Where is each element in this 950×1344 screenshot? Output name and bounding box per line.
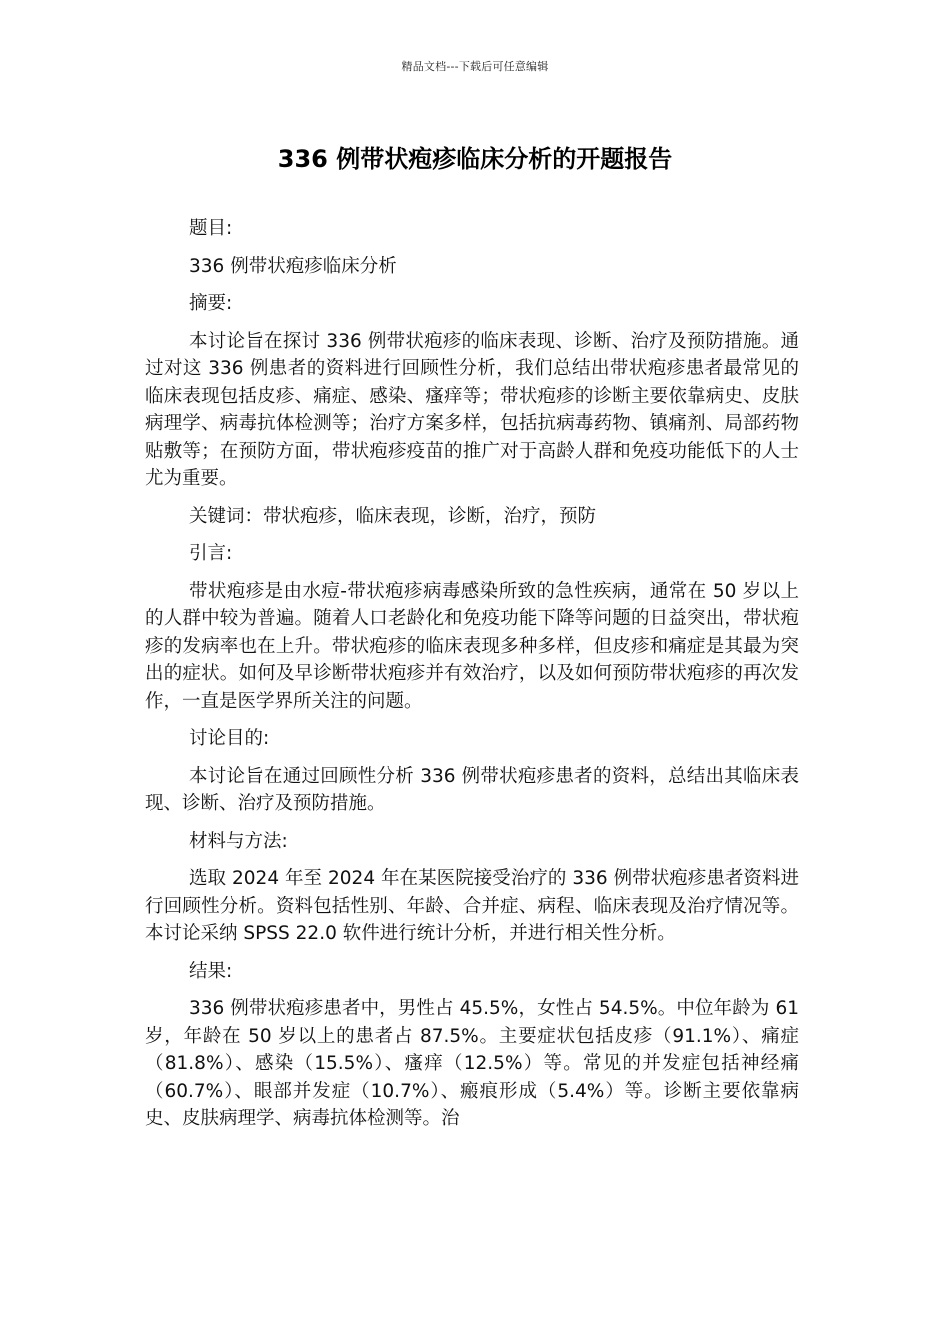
purpose-label: 讨论目的: (189, 728, 270, 749)
methods-paragraph: 选取 2024 年至 2024 年在某医院接受治疗的 336 例带状疱疹患者资料进行回顾性分析。资料包括性别、年龄、合并症、病程、临床表现及治疗情况等。本讨论采纳 SPSS 22.0 软件进行统计分析，并进行相关性分析。 (145, 868, 799, 944)
topic-text: 336 例带状疱疹临床分析 (189, 255, 397, 277)
abstract-label: 摘要: (189, 293, 233, 314)
introduction-paragraph: 带状疱疹是由水痘-带状疱疹病毒感染所致的急性疾病，通常在 50 岁以上的人群中较为普遍。随着人口老龄化和免疫功能下降等问题的日益突出，带状疱疹的发病率也在上升。带状疱疹的临床表现多种多样，但皮疹和痛症是其最为突出的症状。如何及早诊断带状疱疹并有效治疗，以及如何预防带状疱疹的再次发作，一直是医学界所关注的问题。 (145, 580, 799, 712)
abstract-paragraph: 本讨论旨在探讨 336 例带状疱疹的临床表现、诊断、治疗及预防措施。通过对这 336 例患者的资料进行回顾性分析，我们总结出带状疱疹患者最常见的临床表现包括皮疹、痛症、感染、瘙痒等；带状疱疹的诊断主要依靠病史、皮肤病理学、病毒抗体检测等；治疗方案多样，包括抗病毒药物、镇痛剂、局部药物贴敷等；在预防方面，带状疱疹疫苗的推广对于高龄人群和免疫功能低下的人士尤为重要。 (145, 330, 799, 489)
results-paragraph: 336 例带状疱疹患者中，男性占 45.5%，女性占 54.5%。中位年龄为 61 岁，年龄在 50 岁以上的患者占 87.5%。主要症状包括皮疹（91.1%）、痛症（81.8%）、感染（15.5%）、瘙痒（12.5%）等。常见的并发症包括神经痛（60.7%）、眼部并发症（10.7%）、瘢痕形成（5.4%）等。诊断主要依靠病史、皮肤病理学、病毒抗体检测等。治 (145, 998, 799, 1129)
introduction-label: 引言: (189, 543, 233, 564)
page-header: 精品文档---下载后可任意编辑 (401, 60, 549, 73)
document-body (145, 215, 799, 1143)
topic-label: 题目: (189, 218, 233, 239)
document-title: 336 例带状疱疹临床分析的开题报告 (277, 145, 673, 173)
purpose-paragraph: 本讨论旨在通过回顾性分析 336 例带状疱疹患者的资料，总结出其临床表现、诊断、治疗及预防措施。 (145, 765, 799, 814)
results-label: 结果: (189, 960, 233, 982)
methods-label: 材料与方法: (189, 830, 288, 852)
keywords-paragraph: 关键词：带状疱疹，临床表现，诊断，治疗，预防 (189, 505, 597, 527)
